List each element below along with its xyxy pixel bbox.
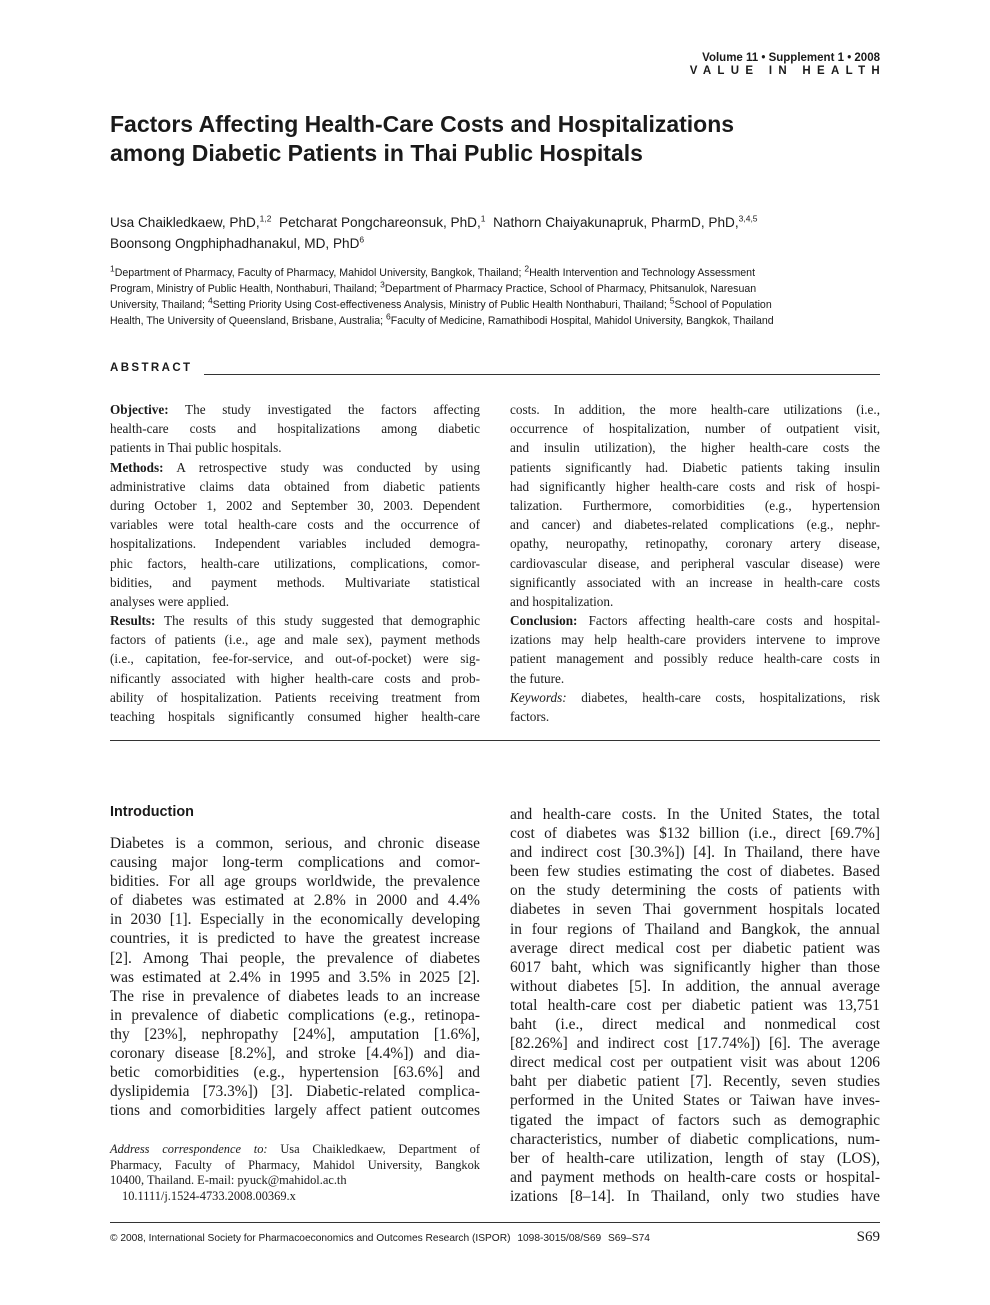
abstract-line: significantly associated with an increase in health-care costs [510, 574, 880, 590]
abstract-line: talization. Furthermore, comorbidities (e.g., hypertension [510, 497, 880, 513]
body-line: baht (i.e., direct medical and nonmedical cost [510, 1016, 880, 1034]
body-line: thy [23%], nephropathy [24%], amputation [1.6%], [110, 1025, 480, 1043]
methods-label: Methods: [110, 459, 164, 475]
abstract-line: bidities, and payment methods. Multivariate statistical [110, 574, 480, 590]
body-line: baht per diabetic patient [7]. Recently, seven studies [510, 1073, 880, 1091]
author-affil-sup: 1 [480, 213, 486, 224]
affil-text: Setting Priority Using Cost-effectiveness Analysis, Ministry of Public Health Nonthaburi, Thailand; [212, 299, 670, 312]
abstract-line: analyses were applied. [110, 593, 230, 609]
abstract-text: The study investigated the factors affecting [168, 402, 480, 417]
journal-name: VALUE IN HEALTH [689, 65, 886, 77]
abstract-left-column [110, 400, 480, 726]
body-line: dyslipidemia [73.3%]) [3]. Diabetic-related complica- [110, 1083, 480, 1101]
body-line: and payment methods on health-care costs or hospital- [510, 1168, 880, 1186]
page-number: S69 [856, 1229, 880, 1245]
author-name: Boonsong Ongphiphadhanakul, MD, PhD [110, 236, 360, 251]
affil-text: Department of Pharmacy Practice, School of Pharmacy, Phitsanulok, Naresuan [384, 283, 757, 296]
abstract-line: and insulin utilization), the higher health-care costs the [510, 440, 880, 456]
abstract-line: patient management and possibly reduce health-care costs in [510, 651, 880, 667]
author-name: Petcharat Pongchareonsuk, PhD, [279, 215, 481, 230]
body-line: countries, it is predicted to have the greatest increase [110, 930, 480, 948]
abstract-right-column [510, 400, 880, 726]
affil-sup: 1 [110, 263, 115, 274]
affil-text: University, Thailand; [110, 299, 208, 312]
abstract-line: factors. [510, 709, 550, 724]
abstract-line: izations may help health-care providers intervene to improve [510, 632, 880, 648]
abstract-line: teaching hospitals significantly consumed higher health-care [110, 709, 480, 724]
title-line-1: Factors Affecting Health-Care Costs and Hospitalizations [110, 111, 735, 137]
body-line: ber of health-care utilization, length of stay (LOS), [510, 1149, 880, 1167]
affil-text: Health Intervention and Technology Assessment [529, 267, 756, 279]
doi-link[interactable]: 10.1111/j.1524-4733.2008.00369.x [122, 1189, 296, 1204]
body-line: without diabetes [5]. In addition, the annual average [510, 977, 880, 995]
abstract-line: administrative claims data obtained from diabetic patients [110, 478, 480, 494]
article-title [110, 110, 870, 168]
body-line: causing major long-term complications and comor- [110, 854, 480, 872]
author-affil-sup: 3,4,5 [738, 213, 758, 224]
body-line: in prevalence of diabetic complications (e.g., retinopa- [110, 1006, 480, 1024]
abstract-line: during October 1, 2002 and September 30, 2003. Dependent [110, 497, 480, 513]
body-line: tigated the impact of factors such as demographic [510, 1111, 880, 1129]
body-line: [82.26%] and indirect cost [17.74%]) [6]. The average [510, 1035, 880, 1053]
correspondence-line: Pharmacy, Faculty of Pharmacy, Mahidol University, Bangkok [110, 1157, 480, 1172]
abstract-line: (i.e., capitation, fee-for-service, and out-of-pocket) were sig- [110, 651, 480, 667]
abstract-line [110, 400, 480, 419]
body-line: The rise in prevalence of diabetes leads to an increase [110, 987, 480, 1005]
correspondence-line: 10400, Thailand. E-mail: pyuck@mahidol.ac.th [110, 1173, 347, 1188]
body-line: izations [8–14]. In Thailand, only two studies have [510, 1187, 880, 1205]
keywords-label: Keywords: [510, 689, 567, 705]
affiliation-line [110, 297, 880, 313]
abstract-line: nificantly associated with higher health-care costs and prob- [110, 670, 480, 686]
abstract-text: diabetes, health-care costs, hospitalizations, risk [566, 689, 880, 705]
abstract-line: health-care costs and hospitalizations among diabetic [110, 421, 480, 437]
intro-right-column [510, 805, 880, 1206]
body-line: was estimated at 2.4% in 1995 and 3.5% in 2025 [2]. [110, 968, 480, 986]
affil-text: School of Population [674, 299, 772, 312]
author-name: Nathorn Chaiyakunapruk, PharmD, PhD, [493, 215, 739, 230]
abstract-text: The results of this study suggested that demographic [155, 613, 480, 629]
abstract-line: opathy, neuropathy, retinopathy, coronary artery disease, [510, 536, 880, 552]
abstract-heading: ABSTRACT [110, 362, 200, 374]
intro-left-column [110, 834, 480, 1120]
abstract-text: Factors affecting health-care costs and hospital- [577, 613, 880, 629]
abstract-line: cardiovascular disease, and peripheral vascular disease) were [510, 555, 880, 571]
abstract-bottom-rule [110, 740, 880, 741]
abstract-line: and cancer) and diabetes-related complications (e.g., nephr- [510, 517, 880, 533]
authors-line-1 [110, 212, 880, 233]
abstract-line [110, 458, 480, 477]
affil-sup: 2 [524, 263, 530, 274]
journal-header [689, 52, 886, 77]
body-line: in 2030 [1]. Especially in the economically developing [110, 911, 480, 929]
affil-text: Faculty of Medicine, Ramathibodi Hospital, Mahidol University, Bangkok, Thailand [390, 315, 774, 328]
body-line: direct medical cost per outpatient visit was about 1206 [510, 1054, 880, 1072]
abstract-text: A retrospective study was conducted by using [163, 459, 480, 475]
abstract-line: costs. In addition, the more health-care utilizations (i.e., [510, 402, 880, 417]
body-line: Diabetes is a common, serious, and chronic disease [110, 835, 480, 852]
footer-rule [110, 1222, 880, 1223]
body-line: of diabetes was estimated at 2.8% in 2000 and 4.4% [110, 892, 480, 910]
conclusion-label: Conclusion: [510, 613, 578, 629]
body-line: in four regions of Thailand and Bangkok, the annual [510, 920, 880, 938]
abstract-line: variables were total health-care costs and the occurrence of [110, 517, 480, 533]
journal-volume: Volume 11 • Supplement 1 • 2008 [702, 52, 880, 64]
footer-info [110, 1233, 654, 1244]
correspondence-note [110, 1142, 480, 1205]
abstract-header [110, 362, 880, 378]
correspondence-line [110, 1142, 480, 1158]
correspondence-label: Address correspondence to: [110, 1142, 268, 1156]
abstract-line: hospitalizations. Independent variables included demogra- [110, 536, 480, 552]
author-affil-sup: 1,2 [259, 213, 272, 224]
affil-text: Department of Pharmacy, Faculty of Pharmacy, Mahidol University, Bangkok, Thailand; [114, 267, 525, 279]
body-line: diabetes in seven Thai government hospitals located [510, 901, 880, 919]
affil-text: Health, The University of Queensland, Brisbane, Australia; [110, 315, 386, 328]
affiliation-line [110, 281, 880, 297]
body-line: and indirect cost [30.3%]) [4]. In Thailand, there have [510, 844, 880, 862]
affiliations [110, 265, 880, 329]
copyright-text: © 2008, International Society for Pharmacoeconomics and Outcomes Research (ISPOR) [110, 1233, 511, 1244]
abstract-line: phic factors, health-care utilizations, complications, comor- [110, 555, 480, 571]
authors-line-2 [110, 233, 880, 254]
affil-text: Program, Ministry of Public Health, Nonthaburi, Thailand; [110, 283, 381, 296]
author-list [110, 212, 880, 254]
abstract-line: had significantly higher health-care costs and risk of hospi- [510, 478, 880, 494]
abstract-line: occurrence of hospitalization, number of outpatient visit, [510, 421, 880, 437]
body-line: been few studies estimating the cost of diabetes. Based [510, 863, 880, 881]
correspondence-text: Usa Chaikledkaew, Department of [267, 1142, 481, 1156]
body-line: cost of diabetes was $132 billion (i.e., direct [69.7%] [510, 825, 880, 843]
affiliation-line [110, 313, 880, 329]
results-label: Results: [110, 613, 156, 629]
affil-sup: 3 [380, 279, 385, 290]
abstract-line: factors of patients (i.e., age and male sex), payment methods [110, 632, 480, 648]
affiliation-line [110, 265, 880, 281]
abstract-line: patients in Thai public hospitals. [110, 440, 282, 456]
abstract-line [510, 688, 880, 707]
page-range: S69–S74 [608, 1233, 650, 1244]
body-line: characteristics, number of diabetic complications, num- [510, 1130, 880, 1148]
introduction-heading: Introduction [110, 804, 194, 820]
body-line: betic comorbidities (e.g., hypertension [63.6%] and [110, 1064, 480, 1082]
abstract-line: ability of hospitalization. Patients receiving treatment from [110, 689, 480, 705]
abstract-line: and hospitalization. [510, 593, 614, 609]
body-line: coronary disease [8.2%], and stroke [4.4%]) and dia- [110, 1045, 480, 1063]
body-line: [2]. Among Thai people, the prevalence of diabetes [110, 949, 480, 967]
objective-label: Objective: [110, 402, 169, 417]
body-line: average direct medical cost per diabetic patient was [510, 939, 880, 957]
abstract-line [110, 611, 480, 630]
abstract-line [510, 611, 880, 630]
issn-text: 1098-3015/08/S69 [517, 1233, 602, 1244]
body-line: tions and comorbidities largely affect patient outcomes [110, 1102, 480, 1120]
body-line: on the study determining the costs of patients with [510, 882, 880, 900]
affil-sup: 6 [385, 311, 391, 322]
affil-sup: 4 [207, 295, 213, 306]
abstract-header-rule [204, 374, 880, 375]
body-line: and health-care costs. In the United States, the total [510, 806, 880, 823]
affil-sup: 5 [669, 295, 675, 306]
author-name: Usa Chaikledkaew, PhD, [110, 215, 260, 230]
body-line: 6017 baht, which was significantly higher than those [510, 958, 880, 976]
abstract-line: patients significantly had. Diabetic patients taking insulin [510, 459, 880, 475]
title-line-2: among Diabetic Patients in Thai Public Hospitals [110, 140, 643, 166]
body-line: total health-care cost per diabetic patient was 13,751 [510, 996, 880, 1014]
abstract-line: the future. [510, 670, 565, 686]
body-line: performed in the United States or Taiwan have inves- [510, 1092, 880, 1110]
body-line: bidities. For all age groups worldwide, the prevalence [110, 873, 480, 891]
author-affil-sup: 6 [359, 234, 365, 245]
